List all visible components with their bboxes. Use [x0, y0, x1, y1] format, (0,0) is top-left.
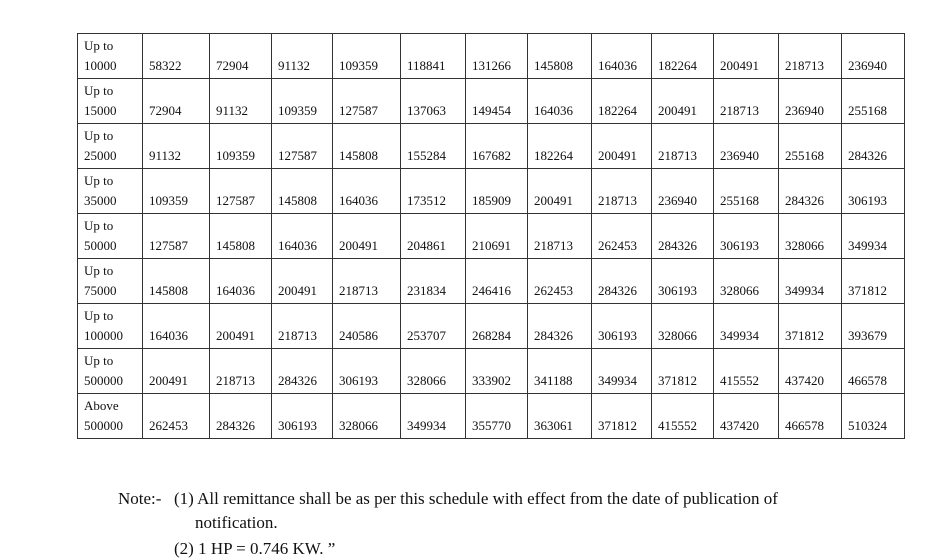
table-cell: 262453	[143, 394, 210, 439]
table-cell: 145808	[210, 214, 272, 259]
table-cell: 218713	[779, 34, 842, 79]
row-label	[78, 304, 143, 349]
table-cell: 218713	[272, 304, 333, 349]
table-body	[78, 34, 905, 439]
row-label-line2: 50000	[84, 238, 117, 253]
table-cell: 415552	[652, 394, 714, 439]
table-cell: 218713	[714, 79, 779, 124]
row-label-line1: Up to	[84, 263, 114, 278]
table-cell: 328066	[401, 349, 466, 394]
table-cell: 466578	[842, 349, 905, 394]
table-cell: 268284	[466, 304, 528, 349]
table-cell: 164036	[210, 259, 272, 304]
row-label	[78, 124, 143, 169]
table-row	[78, 349, 905, 394]
table-cell: 349934	[842, 214, 905, 259]
table-cell: 262453	[528, 259, 592, 304]
table-cell: 200491	[592, 124, 652, 169]
table-cell: 200491	[714, 34, 779, 79]
table-cell: 236940	[714, 124, 779, 169]
row-label	[78, 349, 143, 394]
table-cell: 371812	[652, 349, 714, 394]
table-cell: 328066	[779, 214, 842, 259]
table-cell: 182264	[592, 79, 652, 124]
table-cell: 127587	[143, 214, 210, 259]
table-cell: 164036	[272, 214, 333, 259]
row-label-line2: 25000	[84, 148, 117, 163]
table-cell: 127587	[272, 124, 333, 169]
row-label	[78, 394, 143, 439]
row-label-line1: Up to	[84, 308, 114, 323]
table-cell: 218713	[333, 259, 401, 304]
table-row	[78, 259, 905, 304]
table-cell: 200491	[652, 79, 714, 124]
table-cell: 109359	[333, 34, 401, 79]
note-prefix: Note:-	[118, 489, 162, 508]
table-cell: 164036	[333, 169, 401, 214]
table-cell: 91132	[210, 79, 272, 124]
note-item-2: (2) 1 HP = 0.746 KW. ”	[174, 539, 336, 558]
table-cell: 306193	[592, 304, 652, 349]
table-cell: 371812	[842, 259, 905, 304]
table-cell: 200491	[143, 349, 210, 394]
table-cell: 145808	[333, 124, 401, 169]
row-label	[78, 259, 143, 304]
table-row	[78, 79, 905, 124]
table-cell: 415552	[714, 349, 779, 394]
row-label-line2: 500000	[84, 373, 123, 388]
table-cell: 363061	[528, 394, 592, 439]
table-cell: 137063	[401, 79, 466, 124]
table-cell: 255168	[714, 169, 779, 214]
table-cell: 127587	[333, 79, 401, 124]
table-cell: 349934	[714, 304, 779, 349]
row-label-line2: 75000	[84, 283, 117, 298]
row-label	[78, 169, 143, 214]
table-cell: 58322	[143, 34, 210, 79]
table-cell: 284326	[272, 349, 333, 394]
table-cell: 210691	[466, 214, 528, 259]
table-cell: 200491	[528, 169, 592, 214]
table-cell: 236940	[842, 34, 905, 79]
table-cell: 118841	[401, 34, 466, 79]
table-cell: 284326	[842, 124, 905, 169]
row-label-line1: Up to	[84, 218, 114, 233]
table-cell: 218713	[592, 169, 652, 214]
table-cell: 72904	[143, 79, 210, 124]
table-cell: 91132	[143, 124, 210, 169]
table-cell: 328066	[333, 394, 401, 439]
table-cell: 236940	[779, 79, 842, 124]
table-cell: 218713	[210, 349, 272, 394]
row-label	[78, 79, 143, 124]
table-cell: 355770	[466, 394, 528, 439]
table-cell: 341188	[528, 349, 592, 394]
row-label-line1: Up to	[84, 83, 114, 98]
table-cell: 149454	[466, 79, 528, 124]
table-row	[78, 304, 905, 349]
table-cell: 109359	[210, 124, 272, 169]
table-cell: 393679	[842, 304, 905, 349]
table-row	[78, 214, 905, 259]
table-cell: 349934	[779, 259, 842, 304]
row-label-line2: 100000	[84, 328, 123, 343]
table-cell: 437420	[714, 394, 779, 439]
table-row	[78, 34, 905, 79]
table-cell: 167682	[466, 124, 528, 169]
table-cell: 145808	[528, 34, 592, 79]
table-cell: 284326	[779, 169, 842, 214]
table-cell: 306193	[333, 349, 401, 394]
table-cell: 306193	[272, 394, 333, 439]
row-label-line2: 500000	[84, 418, 123, 433]
table-cell: 284326	[528, 304, 592, 349]
table-cell: 200491	[333, 214, 401, 259]
row-label-line1: Up to	[84, 128, 114, 143]
table-cell: 466578	[779, 394, 842, 439]
table-cell: 255168	[842, 79, 905, 124]
table-cell: 284326	[592, 259, 652, 304]
table-cell: 72904	[210, 34, 272, 79]
table-cell: 155284	[401, 124, 466, 169]
table-cell: 109359	[272, 79, 333, 124]
table-cell: 437420	[779, 349, 842, 394]
note-item-1-continued: notification.	[195, 513, 278, 532]
table-cell: 164036	[528, 79, 592, 124]
table-cell: 253707	[401, 304, 466, 349]
table-cell: 182264	[652, 34, 714, 79]
row-label-line1: Up to	[84, 353, 114, 368]
row-label-line2: 35000	[84, 193, 117, 208]
row-label-line2: 10000	[84, 58, 117, 73]
table-cell: 236940	[652, 169, 714, 214]
table-cell: 333902	[466, 349, 528, 394]
table-row	[78, 124, 905, 169]
table-cell: 510324	[842, 394, 905, 439]
table-row	[78, 169, 905, 214]
table-cell: 262453	[592, 214, 652, 259]
table-cell: 131266	[466, 34, 528, 79]
table-cell: 371812	[779, 304, 842, 349]
row-label-line1: Above	[84, 398, 119, 413]
table-cell: 200491	[210, 304, 272, 349]
table-cell: 182264	[528, 124, 592, 169]
row-label	[78, 214, 143, 259]
table-cell: 255168	[779, 124, 842, 169]
table-cell: 240586	[333, 304, 401, 349]
table-cell: 173512	[401, 169, 466, 214]
remittance-schedule-table	[77, 33, 905, 439]
table-cell: 328066	[652, 304, 714, 349]
table-cell: 109359	[143, 169, 210, 214]
row-label-line2: 15000	[84, 103, 117, 118]
table-cell: 246416	[466, 259, 528, 304]
note-item-1: (1) All remittance shall be as per this schedule with effect from the date of publication of	[174, 489, 778, 508]
table-cell: 231834	[401, 259, 466, 304]
table-cell: 306193	[652, 259, 714, 304]
table-cell: 145808	[143, 259, 210, 304]
table-cell: 204861	[401, 214, 466, 259]
table-cell: 371812	[592, 394, 652, 439]
table-cell: 284326	[210, 394, 272, 439]
table-row	[78, 394, 905, 439]
table-cell: 284326	[652, 214, 714, 259]
table-cell: 306193	[842, 169, 905, 214]
table-cell: 164036	[592, 34, 652, 79]
table-cell: 218713	[528, 214, 592, 259]
table-cell: 127587	[210, 169, 272, 214]
row-label-line1: Up to	[84, 173, 114, 188]
table-cell: 349934	[592, 349, 652, 394]
table-cell: 91132	[272, 34, 333, 79]
table-cell: 200491	[272, 259, 333, 304]
table-cell: 218713	[652, 124, 714, 169]
table-cell: 185909	[466, 169, 528, 214]
table-cell: 328066	[714, 259, 779, 304]
table-cell: 306193	[714, 214, 779, 259]
table-cell: 164036	[143, 304, 210, 349]
row-label	[78, 34, 143, 79]
table-cell: 349934	[401, 394, 466, 439]
table-cell: 145808	[272, 169, 333, 214]
row-label-line1: Up to	[84, 38, 114, 53]
